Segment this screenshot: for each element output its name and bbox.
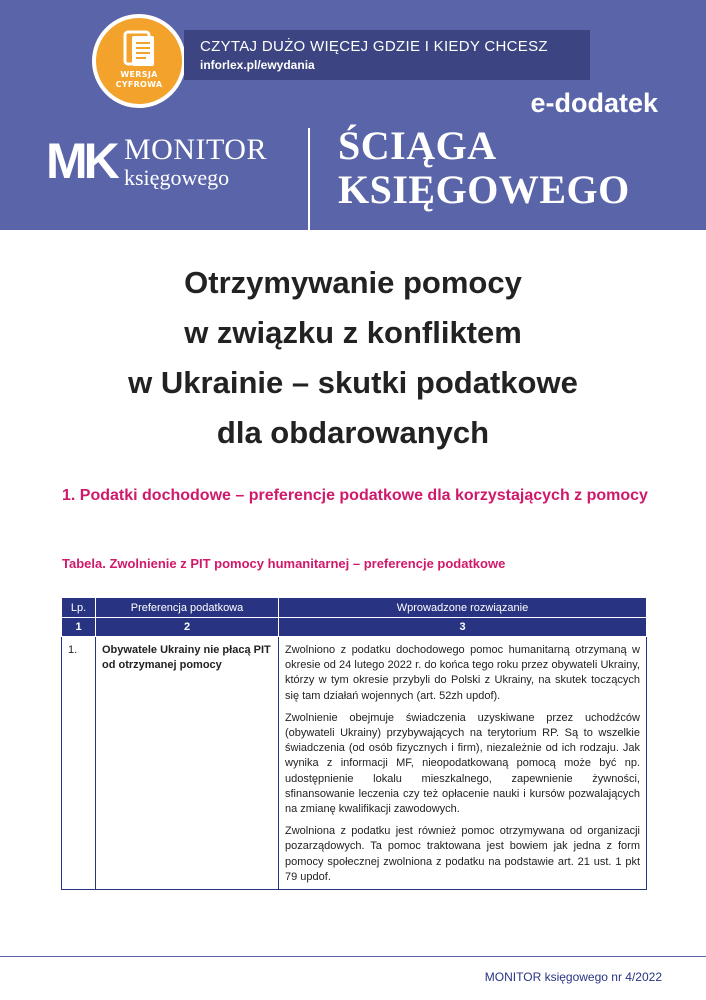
title-line: Otrzymywanie pomocy	[184, 265, 522, 300]
series-title-line1: ŚCIĄGA	[338, 123, 497, 168]
badge-label	[96, 70, 182, 90]
digital-version-badge[interactable]	[92, 14, 186, 108]
solution-paragraph: Zwolniona z podatku jest również pomoc otrzymywana od organizacji pozarządowych. Ta pomoc traktowana jest bowiem jak jedna z form pomocy społecznej zwolniona z podatku na podstawie art. 21 ust. 1 pkt 79 updof.	[285, 825, 640, 883]
table-row	[62, 637, 647, 890]
title-line: dla obdarowanych	[216, 415, 490, 450]
edodatek-label: e-dodatek	[530, 88, 658, 118]
column-number: 1	[62, 618, 96, 637]
tax-preferences-table	[61, 597, 647, 890]
row-preference: Obywatele Ukrainy nie płacą PIT od otrzymanej pomocy	[96, 637, 279, 890]
table-caption: Tabela. Zwolnienie z PIT pomocy humanitarnej – preferencje podatkowe	[62, 556, 506, 571]
row-lp: 1.	[62, 637, 96, 890]
series-title-line2: KSIĘGOWEGO	[338, 167, 630, 212]
column-header-preference: Preferencja podatkowa	[96, 598, 279, 618]
badge-label-line1: WERSJA	[120, 70, 158, 79]
series-title	[338, 124, 630, 212]
section-heading: 1. Podatki dochodowe – preferencje podatkowe dla korzystających z pomocy	[62, 487, 648, 504]
table-header-row	[62, 598, 647, 618]
document-title	[0, 258, 706, 458]
header-divider	[308, 128, 310, 230]
logo-monitor-text: MONITOR	[124, 133, 267, 166]
column-header-solution: Wprowadzone rozwiązanie	[279, 598, 647, 618]
badge-label-line2: CYFROWA	[115, 80, 163, 89]
column-number-row	[62, 618, 647, 637]
tablet-document-icon	[123, 30, 157, 68]
column-header-lp: Lp.	[62, 598, 96, 618]
logo-mark: MK	[46, 133, 116, 189]
promo-tagline: CZYTAJ DUŻO WIĘCEJ GDZIE I KIEDY CHCESZ	[200, 38, 548, 55]
logo-ksiegowego-text: księgowego	[124, 165, 230, 190]
promo-link[interactable]: inforlex.pl/ewydania	[200, 58, 315, 72]
solution-paragraph: Zwolnienie obejmuje świadczenia uzyskiwane przez uchodźców (obywateli Ukrainy) przybywających na terytorium RP. Są to wszelkie świadczenia (od osób fizycznych i firm), niezależnie od ich rodzaju. Jak wynika z informacji MF, nieopodatkowaną pomocą może być np. udostępnienie lokalu mieszkalnego, zapewnienie żywności, sfinansowanie leczenia czy też opłacenie nauki i kursów pozwalających na zmianę kwalifikacji zawodowych.	[285, 711, 640, 816]
column-number: 3	[279, 618, 647, 637]
row-solution	[279, 637, 647, 890]
title-line: w Ukrainie – skutki podatkowe	[128, 365, 578, 400]
header-banner	[0, 0, 706, 230]
column-number: 2	[96, 618, 279, 637]
footer-publication: MONITOR księgowego nr 4/2022	[484, 970, 662, 984]
promo-box[interactable]	[184, 30, 590, 80]
title-line: w związku z konfliktem	[184, 315, 522, 350]
solution-paragraph: Zwolniono z podatku dochodowego pomoc humanitarną otrzymaną w okresie od 24 lutego 2022 r. do końca tego roku przez obywateli Ukrainy, którzy w tym okresie przybyli do Polski z Ukrainy, na skutek toczących się tam działań wojennych (art. 52zh updof).	[285, 644, 640, 702]
footer-rule	[0, 956, 706, 957]
